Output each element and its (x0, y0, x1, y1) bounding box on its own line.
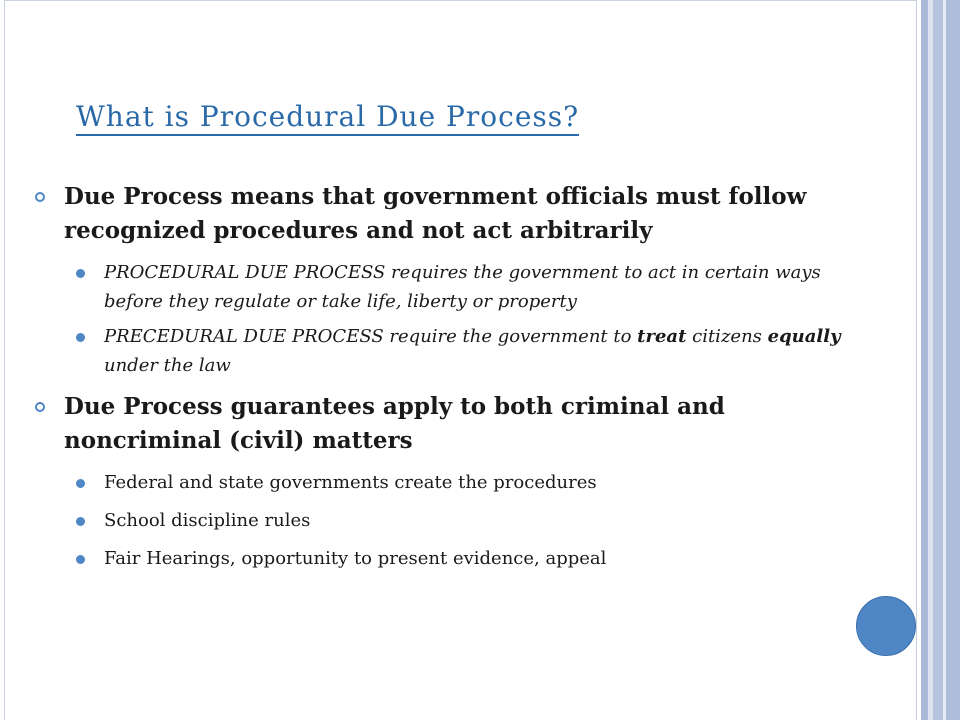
ring-bullet-icon (35, 402, 45, 412)
slide-title-text: What is Procedural Due Process? (76, 100, 579, 136)
side-bar (933, 0, 943, 720)
decorative-circle-icon (856, 596, 916, 656)
sub-bullet-text: require the government to (383, 326, 638, 347)
ring-bullet-icon (35, 192, 45, 202)
sub-bullet-1-1 (34, 258, 874, 316)
dot-bullet-icon (76, 517, 85, 526)
dot-bullet-icon (76, 479, 85, 488)
sub-bullet-text: citizens (686, 326, 768, 347)
bullet-2-text: Due Process guarantees apply to both criminal and noncriminal (civil) matters (64, 393, 725, 454)
slide-frame-left (4, 0, 5, 720)
sub-bullet-text: Federal and state governments create the procedures (104, 472, 597, 493)
sub-bullet-text: under the law (104, 355, 231, 376)
side-bar (921, 0, 928, 720)
dot-bullet-icon (76, 555, 85, 564)
bullet-1-text: Due Process means that government officials must follow recognized procedures and not act arbitrarily (64, 183, 807, 244)
dot-bullet-icon (76, 333, 85, 342)
bullet-1 (34, 180, 874, 248)
sub-bullet-lead: PROCEDURAL DUE PROCESS (104, 262, 386, 283)
sub-bullet-2-2 (34, 506, 874, 535)
emphasis-treat: treat (637, 326, 687, 347)
sub-bullet-text: School discipline rules (104, 510, 311, 531)
sub-bullet-1-2 (34, 322, 874, 380)
slide-frame-top (4, 0, 916, 1)
sub-bullet-text: Fair Hearings, opportunity to present evidence, appeal (104, 548, 607, 569)
sub-bullet-lead: PRECEDURAL DUE PROCESS (104, 326, 384, 347)
emphasis-equally: equally (767, 326, 841, 347)
dot-bullet-icon (76, 269, 85, 278)
bullet-2 (34, 390, 874, 458)
slide-body (34, 180, 874, 573)
sub-bullet-2-3 (34, 544, 874, 573)
decorative-side-bars (916, 0, 960, 720)
sub-bullet-2-1 (34, 468, 874, 497)
sub-bullet-text: requires the government to act in certain ways before they regulate or take life, liberty or property (104, 262, 821, 312)
slide-title (76, 100, 579, 133)
side-bar (946, 0, 960, 720)
